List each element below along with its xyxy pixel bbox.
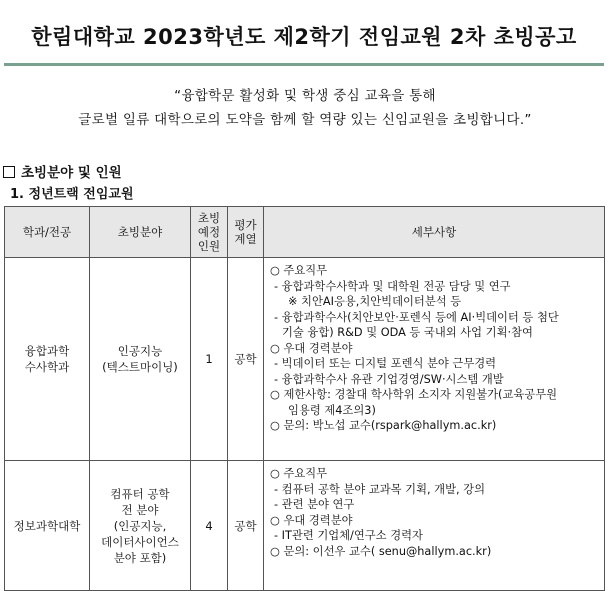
cell-count: 4 [191,461,228,591]
detail-line: 임용령 제4조의3) [288,403,376,417]
dept-line: 융합과학 [24,344,70,358]
title-box [4,4,604,66]
field-line: 분야 포함) [113,550,167,565]
detail-line: ○ 문의: 박노섭 교수(rspark@hallym.ac.kr) [270,419,497,432]
cell-details [264,258,605,461]
field-line: 전 분야 [121,502,159,517]
cell-category: 공학 [228,258,264,461]
detail-line: ※ 치안AI응용,치안빅데이터분석 등 [288,295,462,308]
table-row [5,461,605,591]
cell-details [264,461,605,591]
header-details: 세부사항 [264,207,605,258]
field-line: 인공지능 [117,344,163,358]
recruitment-table [4,206,605,591]
section-title: 초빙분야 및 인원 [21,165,122,181]
detail-line: - 융합과학수사학과 및 대학원 전공 담당 및 연구 [274,279,511,293]
cell-field [90,461,191,591]
dept-line: 수사학과 [24,360,70,374]
detail-line: ○ 문의: 이선우 교수( senu@hallym.ac.kr) [270,544,492,558]
cell-dept [5,461,90,591]
checkbox-square-icon [3,166,15,178]
intro-line-2: 글로벌 일류 대학으로의 도약을 함께 할 역량 있는 신임교원을 초빙합니다.” [78,112,532,128]
detail-line: ○ 우대 경력분야 [270,513,353,527]
field-line: 컴퓨터 공학 [110,486,170,501]
detail-line: - IT관련 기업체/연구소 경력자 [274,529,423,542]
header-count [191,207,228,258]
detail-line: 기술 융합) R&D 및 ODA 등 국내외 사업 기획·참여 [282,326,533,339]
cell-category: 공학 [228,461,264,591]
detail-line: ○ 제한사항: 경찰대 학사학위 소지자 지원불가(교육공무원 [270,388,558,401]
field-line: 데이터사이언스 [101,534,179,549]
cell-field [90,258,191,461]
header-category [228,207,264,258]
detail-line: ○ 주요직무 [270,467,328,480]
cell-dept [5,258,90,461]
field-line: (텍스트마이닝) [102,360,178,374]
subsection-title: 1. 정년트랙 전임교원 [10,187,134,202]
detail-line: - 융합과학수사 유관 기업경영/SW·시스템 개발 [274,372,504,386]
table-header-row [5,207,605,258]
header-category-line: 평가 [234,218,257,232]
cell-count: 1 [191,258,228,461]
header-count-line: 인원 [197,239,221,253]
detail-line: - 관련 분야 연구 [274,498,355,511]
header-category-line: 계열 [234,232,257,246]
table-row [5,258,605,461]
header-count-line: 예정 [197,225,221,239]
intro-line-1: “융합학문 활성화 및 학생 중심 교육을 통해 [174,88,436,104]
header-field: 초빙분야 [90,207,191,258]
detail-line: - 빅데이터 또는 디지털 포렌식 분야 근무경력 [274,357,497,370]
page-title: 한림대학교 2023학년도 제2학기 전임교원 2차 초빙공고 [31,25,577,49]
detail-line: - 컴퓨터 공학 분야 교과목 기획, 개발, 강의 [274,482,486,496]
detail-line: - 융합과학수사(치안보안·포렌식 등에 AI·빅데이터 등 첨단 [274,310,559,324]
header-dept: 학과/전공 [5,207,90,258]
detail-line: ○ 우대 경력분야 [270,341,353,355]
field-line: (인공지능, [113,518,167,533]
section-heading [3,161,122,181]
dept-line: 정보과학대학 [13,518,81,533]
detail-line: ○ 주요직무 [270,264,328,277]
header-count-line: 초빙 [197,211,221,225]
